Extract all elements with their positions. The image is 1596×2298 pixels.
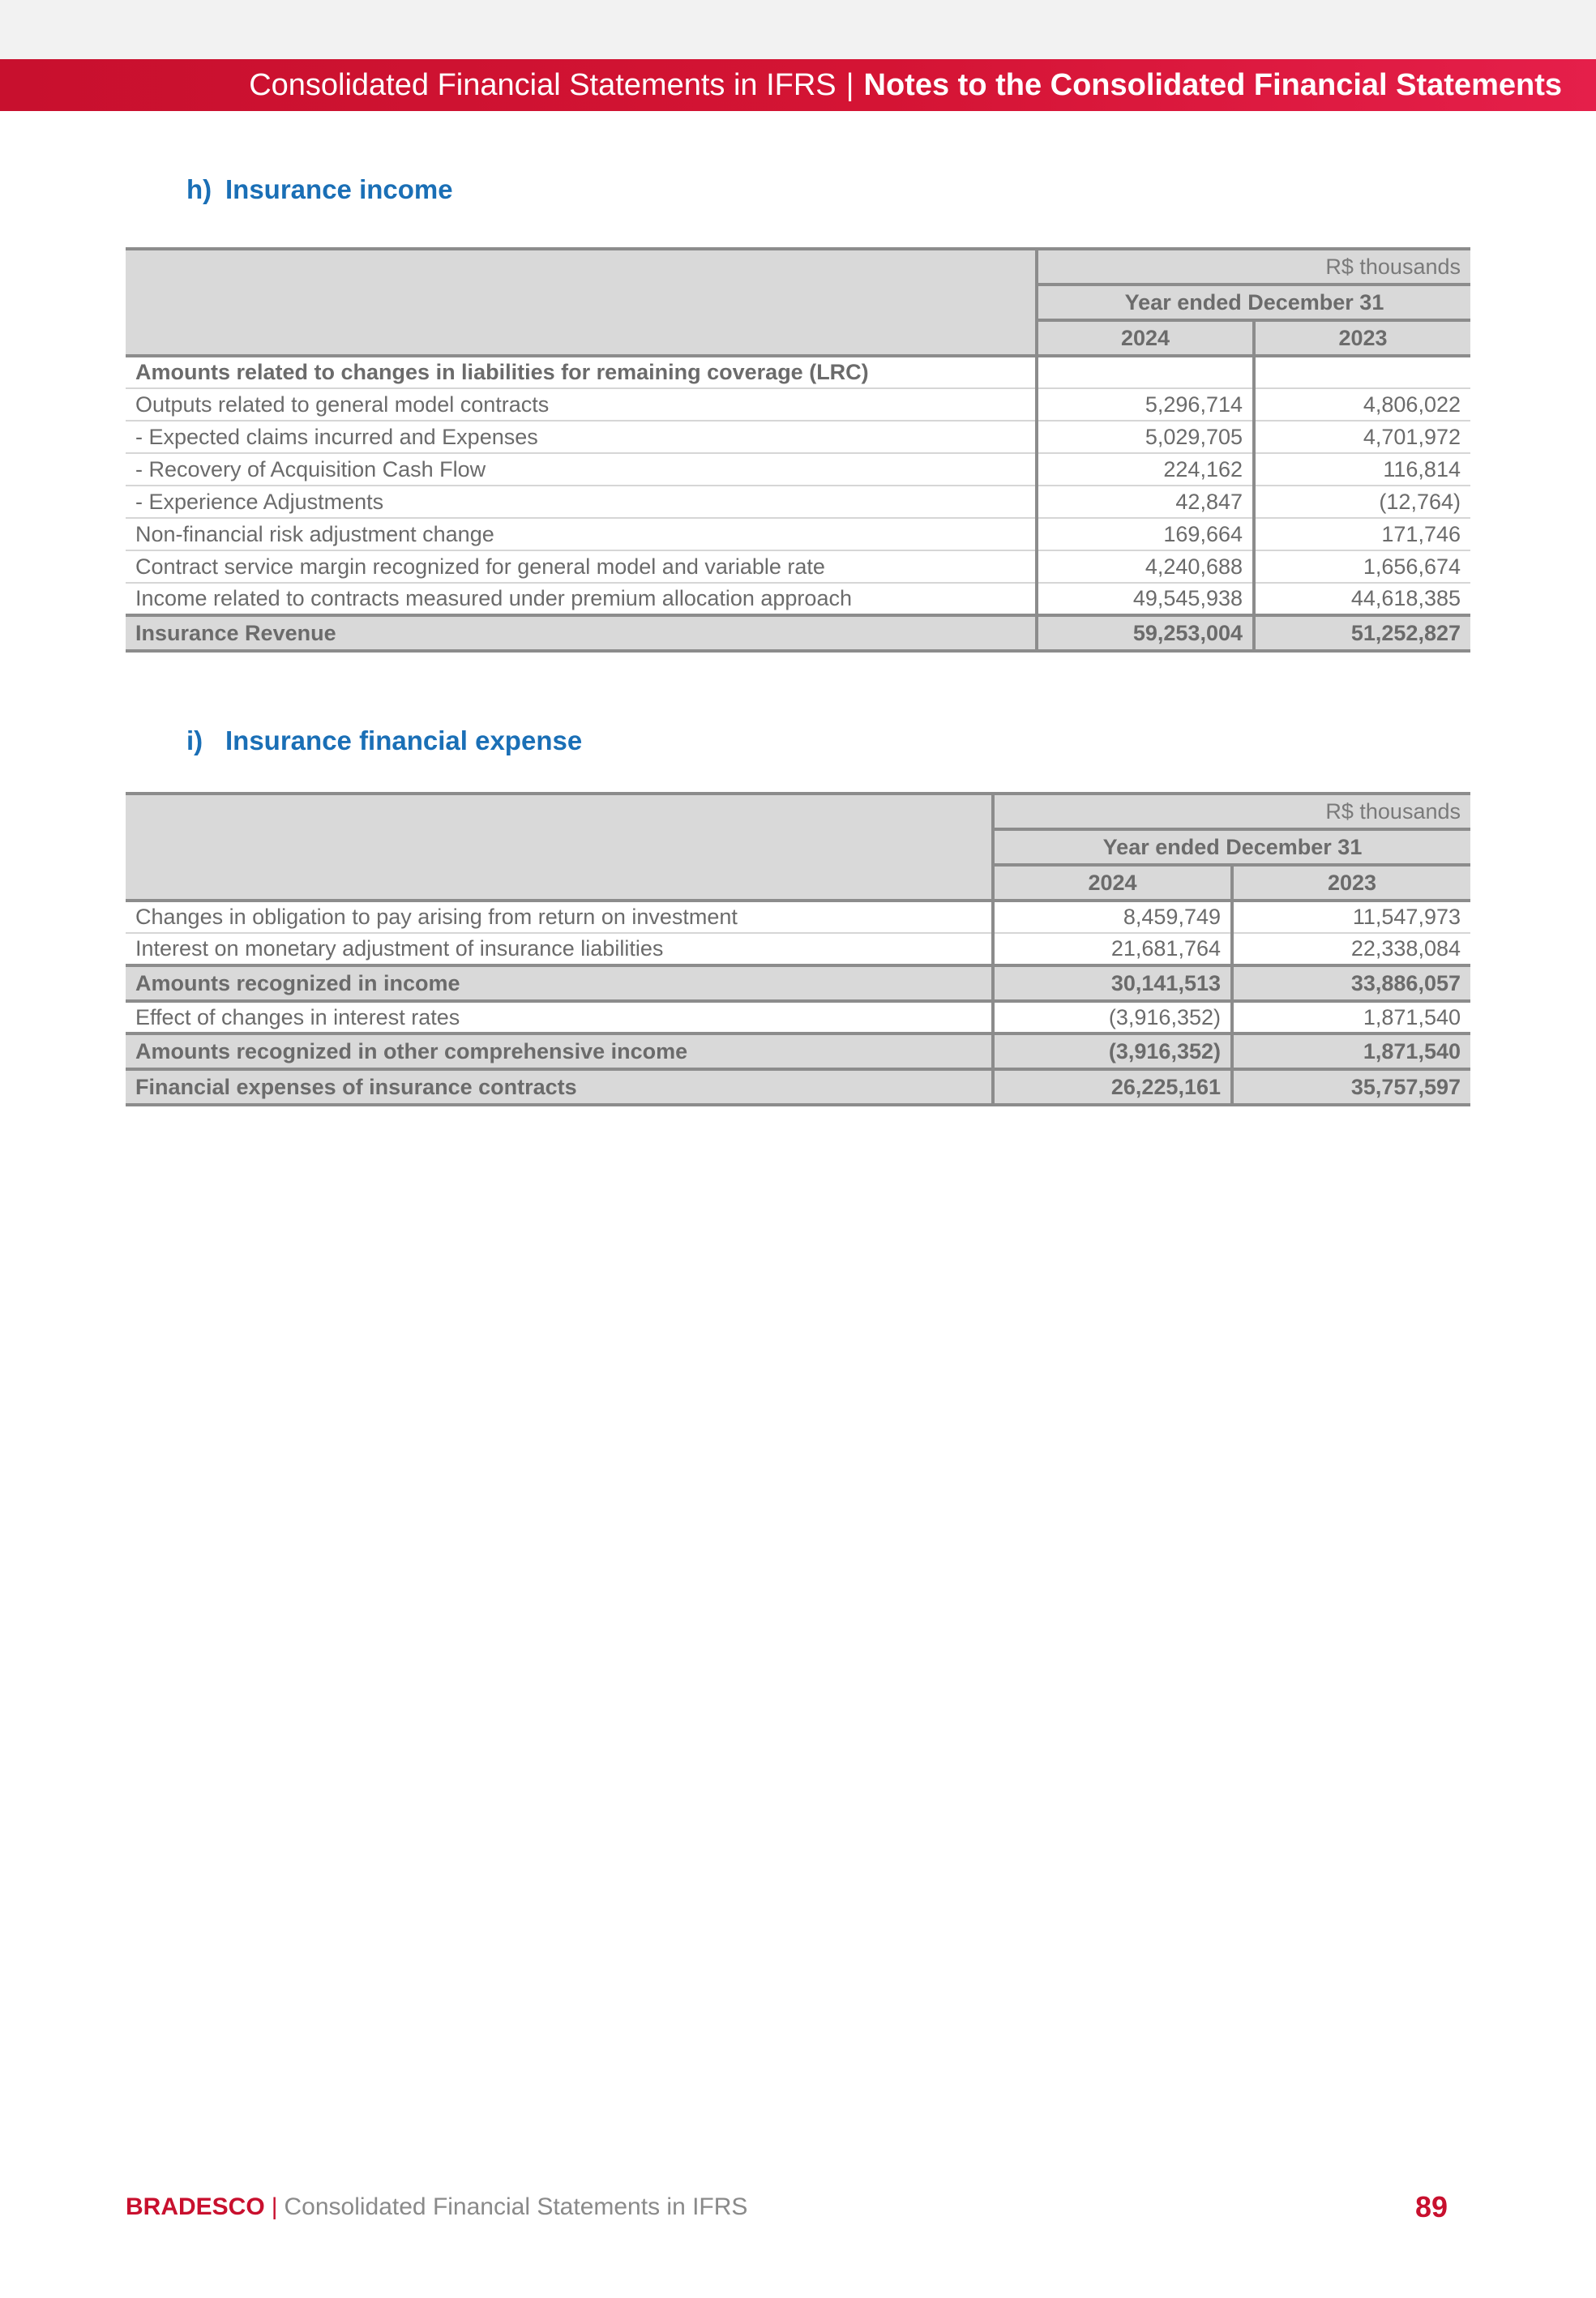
section-i-title	[186, 725, 582, 756]
header-separator: |	[845, 67, 854, 102]
insurance-financial-expense-table	[126, 792, 1470, 1106]
row-value-2024: 169,664	[1037, 518, 1254, 550]
total-value-2024: 59,253,004	[1037, 615, 1254, 651]
table-row	[126, 1001, 1470, 1033]
row-value-2023: 33,886,057	[1232, 965, 1470, 1001]
row-value-2024: 5,029,705	[1037, 421, 1254, 453]
row-value-2023: 4,701,972	[1254, 421, 1470, 453]
row-label: Effect of changes in interest rates	[135, 1004, 460, 1029]
total-label: Insurance Revenue	[126, 615, 1037, 651]
row-value-2024: 8,459,749	[993, 901, 1232, 933]
total-value-2024: 26,225,161	[993, 1069, 1232, 1105]
unit-label: R$ thousands	[993, 794, 1470, 829]
table-row	[126, 933, 1470, 965]
total-value-2023: 35,757,597	[1232, 1069, 1470, 1105]
header-empty-cell	[126, 249, 1037, 356]
row-label: Contract service margin recognized for general model and variable rate	[135, 554, 825, 579]
insurance-income-table	[126, 247, 1470, 653]
section-i-heading: Insurance financial expense	[225, 725, 583, 755]
period-label: Year ended December 31	[993, 829, 1470, 865]
row-value-2024: 42,847	[1037, 486, 1254, 518]
row-value-2024: 224,162	[1037, 453, 1254, 486]
row-value-2024: 30,141,513	[993, 965, 1232, 1001]
row-label: Amounts recognized in income	[126, 965, 993, 1001]
row-label: Income related to contracts measured under premium allocation approach	[135, 586, 852, 610]
row-label: - Expected claims incurred and Expenses	[135, 424, 538, 449]
unit-label: R$ thousands	[1037, 249, 1470, 285]
row-value-2024: (3,916,352)	[993, 1001, 1232, 1033]
total-value-2023: 51,252,827	[1254, 615, 1470, 651]
section-i-letter: i)	[186, 725, 203, 755]
table-row	[126, 486, 1470, 518]
page-footer	[126, 2193, 747, 2221]
row-label: Outputs related to general model contracts	[135, 392, 550, 417]
table-row	[126, 583, 1470, 615]
row-value-2024: 5,296,714	[1037, 388, 1254, 421]
section-h-letter: h)	[186, 174, 212, 204]
section-h-heading: Insurance income	[225, 174, 453, 204]
row-value-2023: (12,764)	[1254, 486, 1470, 518]
row-label: Non-financial risk adjustment change	[135, 521, 494, 546]
footer-subtitle: Consolidated Financial Statements in IFRS	[284, 2193, 748, 2220]
row-value-2023: 1,871,540	[1232, 1001, 1470, 1033]
col-header-2024: 2024	[1037, 320, 1254, 356]
row-value-2023: 44,618,385	[1254, 583, 1470, 615]
row-label: Changes in obligation to pay arising from return on investment	[135, 905, 738, 929]
table-row	[126, 901, 1470, 933]
total-label: Financial expenses of insurance contracts	[126, 1069, 993, 1105]
table-row	[126, 550, 1470, 583]
row-label: Interest on monetary adjustment of insurance liabilities	[135, 936, 664, 961]
row-value-2023: 1,656,674	[1254, 550, 1470, 583]
row-value-2024: 4,240,688	[1037, 550, 1254, 583]
table-row	[126, 421, 1470, 453]
section-h-title	[186, 174, 453, 205]
row-value-2023: 116,814	[1254, 453, 1470, 486]
footer-brand: BRADESCO	[126, 2193, 265, 2220]
subtotal-row	[126, 965, 1470, 1001]
subtotal-row	[126, 1033, 1470, 1069]
row-value-2023: 4,806,022	[1254, 388, 1470, 421]
header-doc-title: Consolidated Financial Statements in IFRS	[249, 67, 837, 102]
row-value-2023: 171,746	[1254, 518, 1470, 550]
footer-separator: |	[271, 2193, 278, 2220]
row-value-2024: 21,681,764	[993, 933, 1232, 965]
row-label: Amounts recognized in other comprehensive income	[126, 1033, 993, 1069]
page-header	[0, 59, 1596, 111]
row-value-2024: (3,916,352)	[993, 1033, 1232, 1069]
col-header-2023: 2023	[1254, 320, 1470, 356]
header-section-title: Notes to the Consolidated Financial Statements	[863, 67, 1562, 102]
row-label: - Experience Adjustments	[135, 489, 384, 514]
table-row	[126, 388, 1470, 421]
col-header-2024: 2024	[993, 865, 1232, 901]
header-empty-cell	[126, 794, 993, 901]
row-value-2023: 1,871,540	[1232, 1033, 1470, 1069]
total-row	[126, 615, 1470, 651]
top-strip	[0, 0, 1596, 59]
table-row	[126, 453, 1470, 486]
row-value-2023: 11,547,973	[1232, 901, 1470, 933]
total-row	[126, 1069, 1470, 1105]
period-label: Year ended December 31	[1037, 285, 1470, 320]
row-label: - Recovery of Acquisition Cash Flow	[135, 456, 486, 481]
col-header-2023: 2023	[1232, 865, 1470, 901]
row-value-2024: 49,545,938	[1037, 583, 1254, 615]
row-value-2023: 22,338,084	[1232, 933, 1470, 965]
table-row	[126, 518, 1470, 550]
group-label: Amounts related to changes in liabilities for remaining coverage (LRC)	[135, 360, 869, 384]
page-number: 89	[1414, 2190, 1448, 2223]
